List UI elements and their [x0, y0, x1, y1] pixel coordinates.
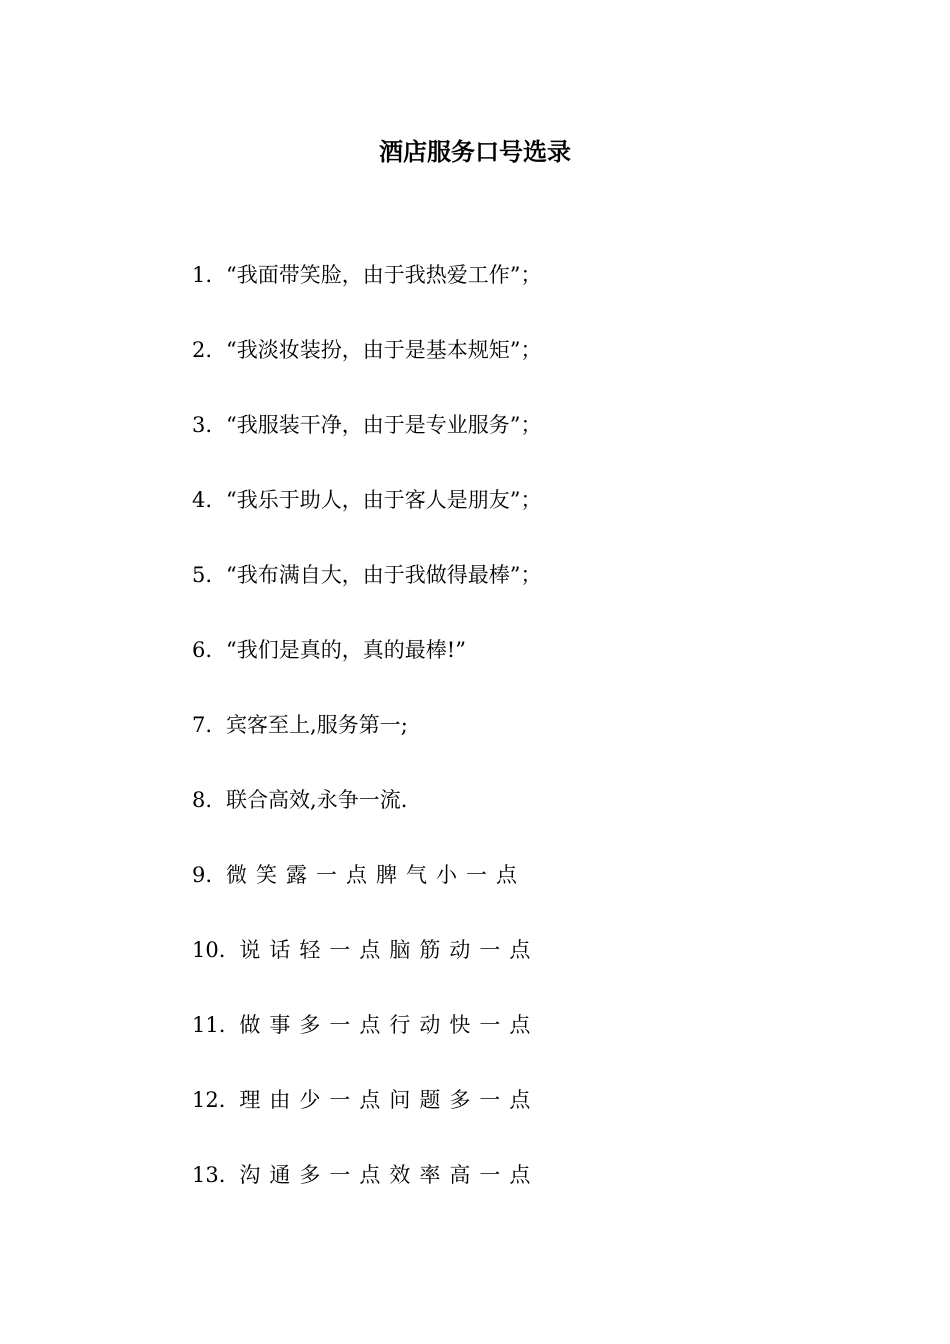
list-item [192, 1082, 542, 1157]
item-number: 7. [192, 713, 213, 737]
item-text: 宾客至上,服务第一; [226, 713, 408, 737]
item-text: “我淡妆装扮，由于是基本规矩”； [226, 338, 542, 362]
item-text: “我布满自大，由于我做得最棒”； [226, 563, 542, 587]
item-number: 11. [192, 1013, 226, 1037]
item-text: 说话轻一点脑筋动一点 [239, 938, 540, 962]
list-item [192, 557, 542, 632]
list-item [192, 707, 542, 782]
item-text: 做事多一点行动快一点 [239, 1013, 540, 1037]
item-number: 12. [192, 1088, 226, 1112]
list-item [192, 632, 542, 707]
item-number: 6. [192, 638, 213, 662]
item-text: 理由少一点问题多一点 [239, 1088, 540, 1112]
item-text: 联合高效,永争一流. [226, 788, 408, 812]
list-item [192, 482, 542, 557]
list-item [192, 332, 542, 407]
item-number: 8. [192, 788, 213, 812]
page-title: 酒店服务口号选录 [379, 137, 571, 166]
item-number: 4. [192, 488, 213, 512]
item-text: “我面带笑脸，由于我热爱工作”； [226, 263, 542, 287]
item-number: 10. [192, 938, 226, 962]
list-item [192, 1157, 542, 1232]
slogan-list [192, 257, 542, 1232]
list-item [192, 1007, 542, 1082]
item-text: “我乐于助人，由于客人是朋友”； [226, 488, 542, 512]
list-item [192, 407, 542, 482]
item-text: 沟通多一点效率高一点 [239, 1163, 540, 1187]
item-number: 13. [192, 1163, 226, 1187]
list-item [192, 932, 542, 1007]
item-number: 5. [192, 563, 213, 587]
item-text: “我们是真的，真的最棒!” [226, 638, 466, 662]
list-item [192, 857, 542, 932]
item-text: “我服装干净，由于是专业服务”； [226, 413, 542, 437]
list-item [192, 782, 542, 857]
item-number: 9. [192, 863, 213, 887]
list-item [192, 257, 542, 332]
item-text: 微笑露一点脾气小一点 [226, 863, 527, 887]
item-number: 1. [192, 263, 213, 287]
item-number: 2. [192, 338, 213, 362]
item-number: 3. [192, 413, 213, 437]
